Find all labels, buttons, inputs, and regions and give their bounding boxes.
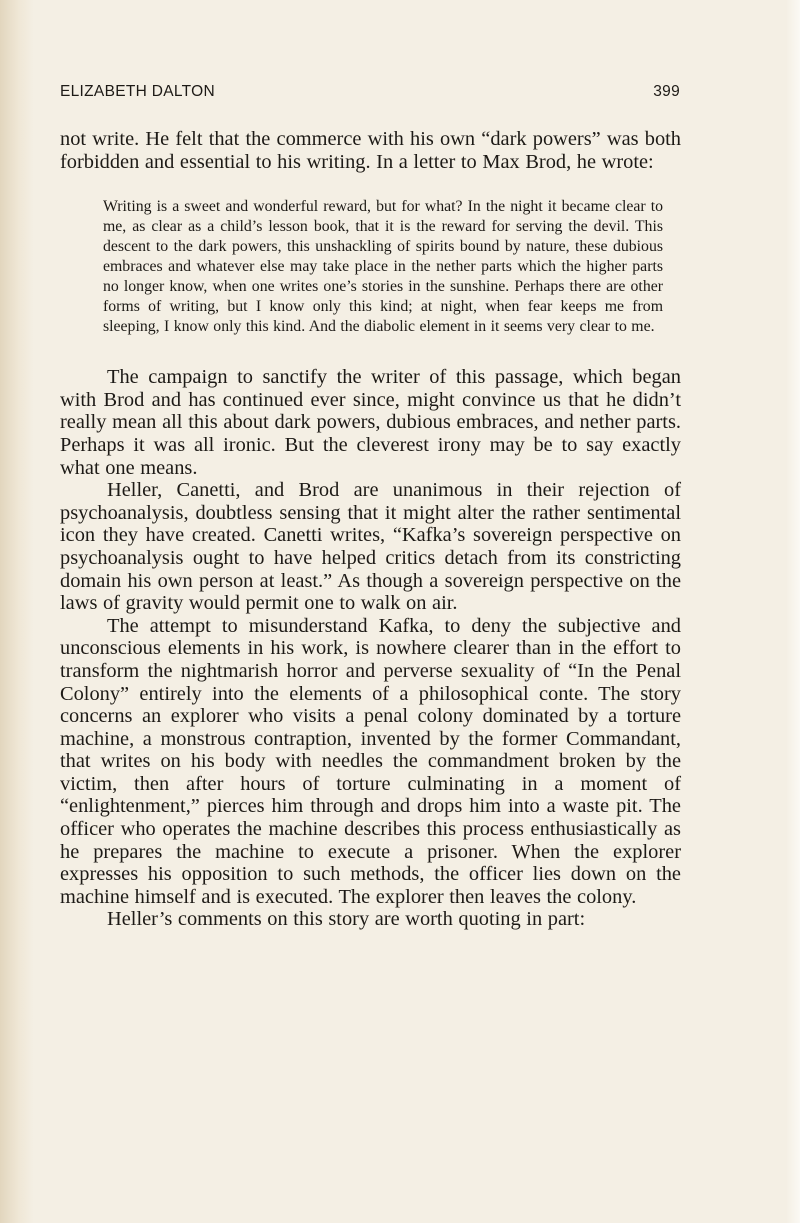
body-text [60,128,681,931]
paragraph-penal-colony: The attempt to misunderstand Kafka, to deny the subjective and unconscious elements in his work, is nowhere clearer than in the effort to transform the nightmarish horror and perverse sexuality of “In the Penal Colony” entirely into the elements of a philosophical conte. The story concerns an explorer who visits a penal colony dominated by a torture machine, a monstrous contraption, invented by the former Commandant, that writes on his body with needles the commandment broken by the victim, then after hours of torture culminating in a moment of “enlightenment,” pierces him through and drops him into a waste pit. The officer who operates the machine describes this process enthusiastically as he prepares the machine to execute a prisoner. When the explorer expresses his opposition to such methods, the officer lies down on the machine himself and is executed. The explorer then leaves the colony. [60,614,681,908]
page-edge-highlight [786,0,800,1223]
block-quote-kafka-letter: Writing is a sweet and wonderful reward, but for what? In the night it became clear to me, as clear as a child’s lesson book, that it is the reward for serving the devil. This descent to the dark powers, this unshackling of spirits bound by nature, these dubious embraces and whatever else may take place in the nether parts which the higher parts no longer know, when one writes one’s stories in the sunshine. Perhaps there are other forms of writing, but I know only this kind; at night, when fear keeps me from sleeping, I know only this kind. And the diabolic element in it seems very clear to me. [103,198,663,336]
running-head-author: ELIZABETH DALTON [60,83,215,100]
paragraph-continued: not write. He felt that the commerce with his own “dark powers” was both forbidden and essential to his writing. In a letter to Max Brod, he wrote: [60,128,681,173]
page-number: 399 [653,83,680,100]
paragraph-psychoanalysis: Heller, Canetti, and Brod are unanimous in their rejection of psychoanalysis, doubtless sensing that it might alter the rather sentimental icon they have created. Canetti writes, “Kafka’s sovereign perspective on psychoanalysis ought to have helped critics detach from its constricting domain his own person at least.” As though a sovereign perspective on the laws of gravity would permit one to walk on air. [60,479,681,615]
page-binding-shadow [0,0,34,1223]
paragraph-campaign: The campaign to sanctify the writer of this passage, which began with Brod and has continued ever since, might convince us that he didn’t really mean all this about dark powers, dubious embraces, and nether parts. Perhaps it was all ironic. But the cleverest irony may be to say exactly what one means. [60,366,681,479]
paragraph-heller-comments: Heller’s comments on this story are worth quoting in part: [107,908,586,931]
running-header [60,83,680,101]
